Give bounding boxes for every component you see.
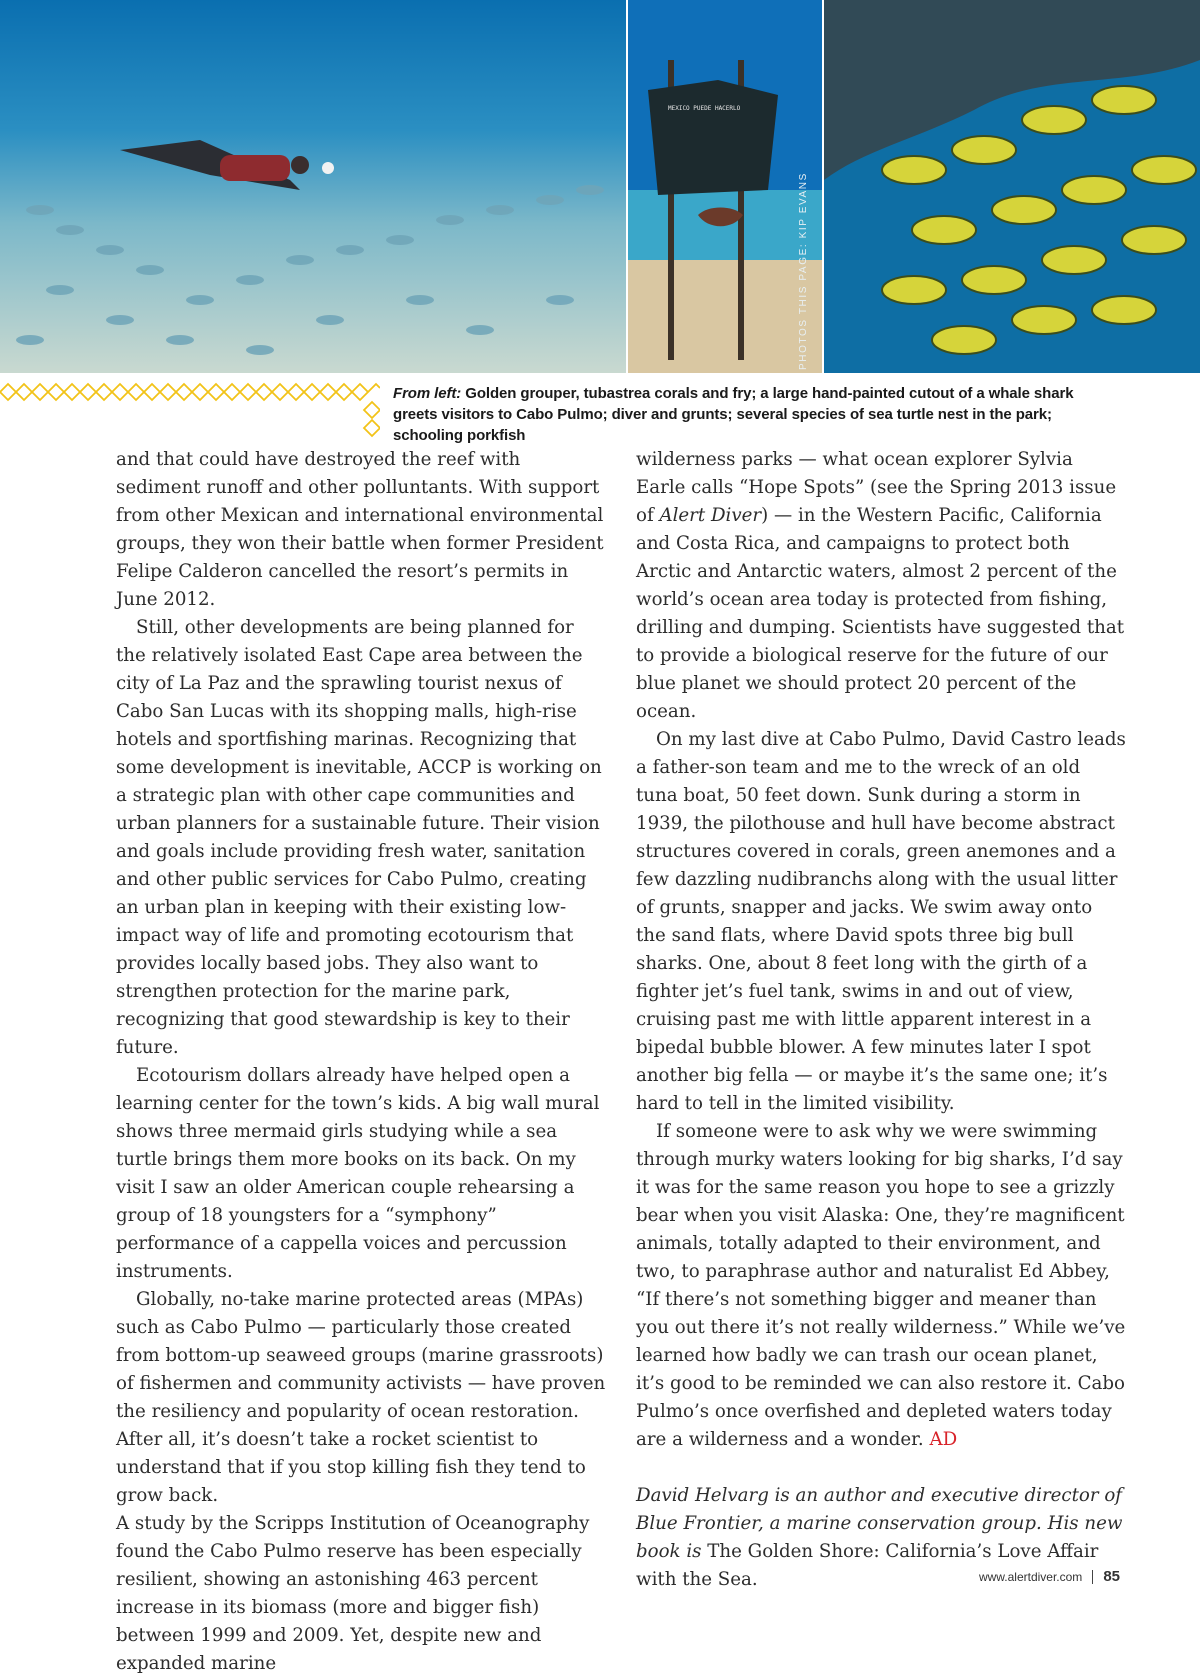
end-mark: AD	[929, 1429, 958, 1450]
paragraph: On my last dive at Cabo Pulmo, David Castro leads a father-son team and me to the wreck of an old tuna boat, 50 feet down. Sunk during a storm in 1939, the pilothouse and hull have become abstract structures covered in corals, green anemones and a few dazzling nudibranchs along with the usual litter of grunts, snapper and jacks. We swim away onto the sand flats, where David spots three big bull sharks. One, about 8 feet long with the girth of a fighter jet’s fuel tank, swims in and out of view, cruising past me with little apparent interest in a bipedal bubble blower. A few minutes later I spot another big fella — or maybe it’s the same one; it’s hard to tell in the limited visibility.	[636, 729, 1126, 1114]
page-number: 85	[1103, 1568, 1120, 1585]
magazine-title: Alert Diver	[659, 505, 762, 526]
bio-text: David Helvarg is an author and executive director of Blue Frontier, a marine conservation group. His new book is	[636, 1485, 1123, 1562]
page-footer	[979, 1568, 1120, 1585]
zigzag-ornament	[0, 380, 380, 440]
text-run: If someone were to ask why we were swimming through murky waters looking for big sharks, I’d say it was for the same reason you hope to see a grizzly bear when you visit Alaska: One, they’re magnificent animals, totally adapted to their environment, and two, to paraphrase author and naturalist Ed Abbey, “If there’s not something bigger and meaner than you out there it’s not really wilderness.” While we’ve learned how badly we can trash our ocean planet, it’s good to be reminded we can also restore it. Cabo Pulmo’s once overfished and depleted waters today are a wilderness and a wonder.	[636, 1121, 1126, 1450]
paragraph: A study by the Scripps Institution of Oceanography found the Cabo Pulmo reserve has been especially resilient, showing an astonishing 463 percent increase in its biomass (more and bigger fish) between 1999 and 2009. Yet, despite new and expanded marine	[116, 1513, 590, 1674]
article-column-right	[636, 446, 1126, 1594]
paragraph	[636, 446, 1126, 726]
photo-diver-and-grunts	[0, 0, 626, 373]
article-column-left	[116, 446, 606, 1678]
caption-lead: From left:	[393, 385, 462, 402]
caption-text: Golden grouper, tubastrea corals and fry; a large hand-painted cutout of a whale shark greets visitors to Cabo Pulmo; diver and grunts; several species of sea turtle nest in the park; schooling porkfish	[393, 385, 1074, 444]
paragraph: Still, other developments are being planned for the relatively isolated East Cape area between the city of La Paz and the sprawling tourist nexus of Cabo San Lucas with its shopping malls, high-rise hotels and sportfishing marinas. Recognizing that some development is inevitable, ACCP is working on a strategic plan with other cape communities and urban planners for a sustainable future. Their vision and goals include providing fresh water, sanitation and other public services for Cabo Pulmo, creating an urban plan in keeping with their existing low-impact way of life and promoting ecotourism that provides locally based jobs. They also want to strengthen protection for the marine park, recognizing that good stewardship is key to their future.	[116, 617, 602, 1058]
sign-text: MEXICO PUEDE HACERLO	[668, 105, 741, 112]
footer-url[interactable]: www.alertdiver.com	[978, 1569, 1083, 1584]
photo-whale-shark-sign	[628, 0, 822, 373]
photo-caption	[393, 383, 1118, 446]
photo-credit: PHOTOS THIS PAGE: KIP EVANS	[798, 172, 809, 370]
book-title: The Golden Shore: California’s Love Affair with the Sea.	[636, 1541, 1099, 1590]
paragraph	[636, 1118, 1126, 1454]
text-run: ) — in the Western Pacific, California and Costa Rica, and campaigns to protect both Arctic and Antarctic waters, almost 2 percent of the world’s ocean area today is protected from fishing, drilling and dumping. Scientists have suggested that to provide a biological reserve for the future of our blue planet we should protect 20 percent of the ocean.	[636, 505, 1124, 722]
paragraph: Globally, no-take marine protected areas (MPAs) such as Cabo Pulmo — particularly those created from bottom-up seaweed groups (marine grassroots) of fishermen and community activists — have proven the resiliency and popularity of ocean restoration. After all, it’s doesn’t take a rocket scientist to understand that if you stop killing fish they tend to grow back.	[116, 1289, 606, 1506]
paragraph: and that could have destroyed the reef with sediment runoff and other polluntants. With support from other Mexican and international environmental groups, they won their battle when former President Felipe Calderon cancelled the resort’s permits in June 2012.	[116, 449, 604, 610]
photo-porkfish-school	[824, 0, 1200, 373]
footer-divider	[1092, 1570, 1093, 1584]
text-run: wilderness parks — what ocean explorer Sylvia Earle calls “Hope Spots” (see the Spring 2013 issue of	[636, 449, 1117, 526]
paragraph: Ecotourism dollars already have helped open a learning center for the town’s kids. A big wall mural shows three mermaid girls studying while a sea turtle brings them more books on its back. On my visit I saw an older American couple rehearsing a group of 18 youngsters for a “symphony” performance of a cappella voices and percussion instruments.	[116, 1065, 600, 1282]
photo-strip	[0, 0, 1200, 373]
